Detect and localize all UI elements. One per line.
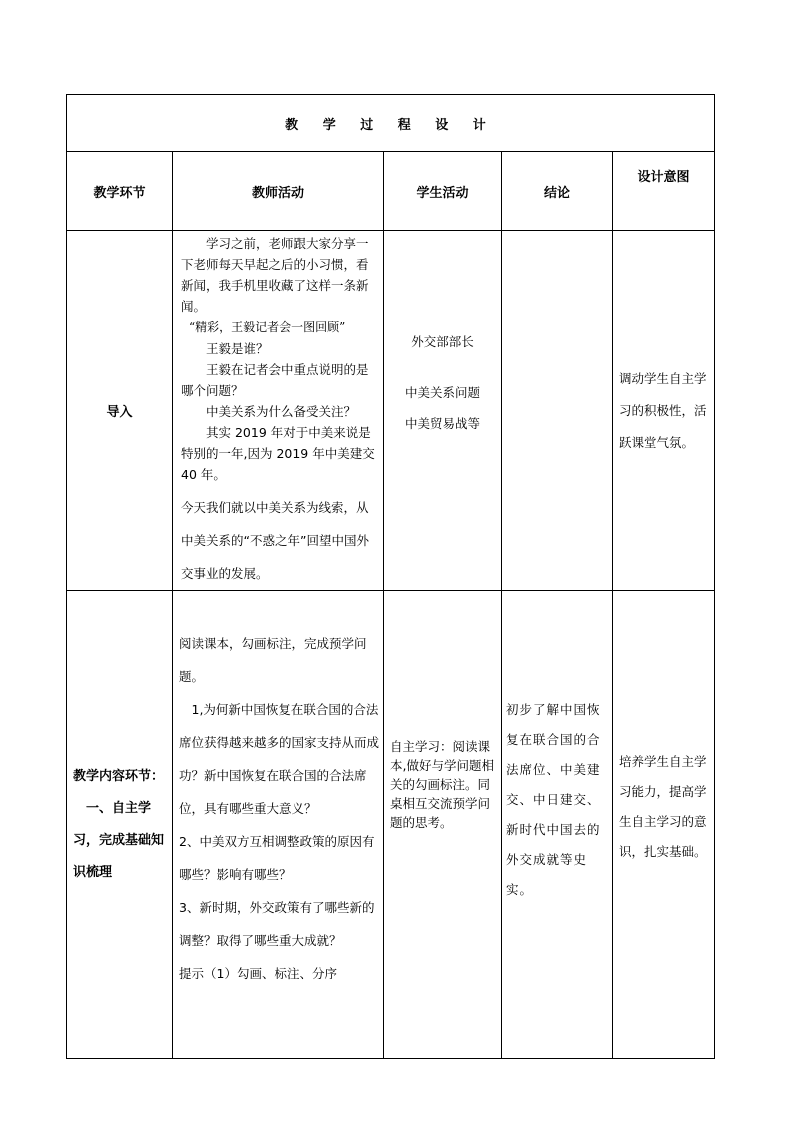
teacher-self-p1: 阅读课本，勾画标注，完成预学问题。 [179,636,367,684]
header-row [67,152,715,231]
header-conclusion: 结论 [502,152,613,231]
stage-self-study-line1: 教学内容环节： [73,768,165,784]
table-title-cell [67,95,715,152]
header-student-activity: 学生活动 [384,152,502,231]
stage-self-study [67,591,173,1059]
conclusion-self-study: 初步了解中国恢复在联合国的合法席位、中美建交、中日建交、新时代中国去的外交成就等史实。 [502,591,613,1059]
student-intro-3: 中美贸易战等 [404,416,480,431]
intent-self-study: 培养学生自主学习能力，提高学生自主学习的意识，扎实基础。 [613,591,715,1059]
teacher-intro-p2: 其实 2019 年对于中美来说是特别的一年,因为 2019 年中美建交 40 年。 [181,425,375,482]
conclusion-intro [502,231,613,591]
table-row [67,231,715,591]
teacher-self-q1: 1,为何新中国恢复在联合国的合法席位获得越来越多的国家支持从而成功？新中国恢复在联合国的合法席位，具有哪些重大意义？ [179,702,380,816]
teacher-activity-self-study [173,591,384,1059]
teacher-activity-intro [173,231,384,591]
student-activity-intro [384,231,502,591]
student-intro-2: 中美关系问题 [404,385,480,400]
teacher-self-q2: 2、中美双方互相调整政策的原因有哪些？影响有哪些？ [179,834,375,882]
teacher-intro-q3: 中美关系为什么备受关注？ [206,404,357,419]
table-row [67,591,715,1059]
student-activity-self-study: 自主学习：阅读课本,做好与学问题相关的勾画标注。同桌相互交流预学问题的思考。 [384,591,502,1059]
teacher-intro-q1: 王毅是谁？ [206,341,269,356]
stage-intro: 导入 [67,231,173,591]
lesson-plan-table [66,94,715,1059]
student-intro-1: 外交部部长 [411,334,474,349]
teacher-intro-q2: 王毅在记者会中重点说明的是哪个问题？ [181,362,369,398]
teacher-intro-quote: “精彩，王毅记者会一图回顾” [189,320,346,334]
stage-self-study-line2: 一、自主学习，完成基础知识梳理 [73,800,165,880]
teacher-intro-p1: 学习之前，老师跟大家分享一下老师每天早起之后的小习惯，看新闻，我手机里收藏了这样一条新闻。 [181,236,369,314]
teacher-self-q3: 3、新时期，外交政策有了哪些新的调整？取得了哪些重大成就？ [179,900,375,948]
teacher-intro-p3: 今天我们就以中美关系为线索，从中美关系的“不惑之年”回望中国外交事业的发展。 [181,500,369,581]
intent-intro: 调动学生自主学习的积极性，活跃课堂气氛。 [613,231,715,591]
header-teacher-activity: 教师活动 [173,152,384,231]
teacher-self-hint: 提示（1）勾画、标注、分序 [179,966,337,981]
table-title: 教 学 过 程 设 计 [285,117,496,133]
header-design-intent: 设计意图 [613,152,715,231]
header-stage: 教学环节 [67,152,173,231]
